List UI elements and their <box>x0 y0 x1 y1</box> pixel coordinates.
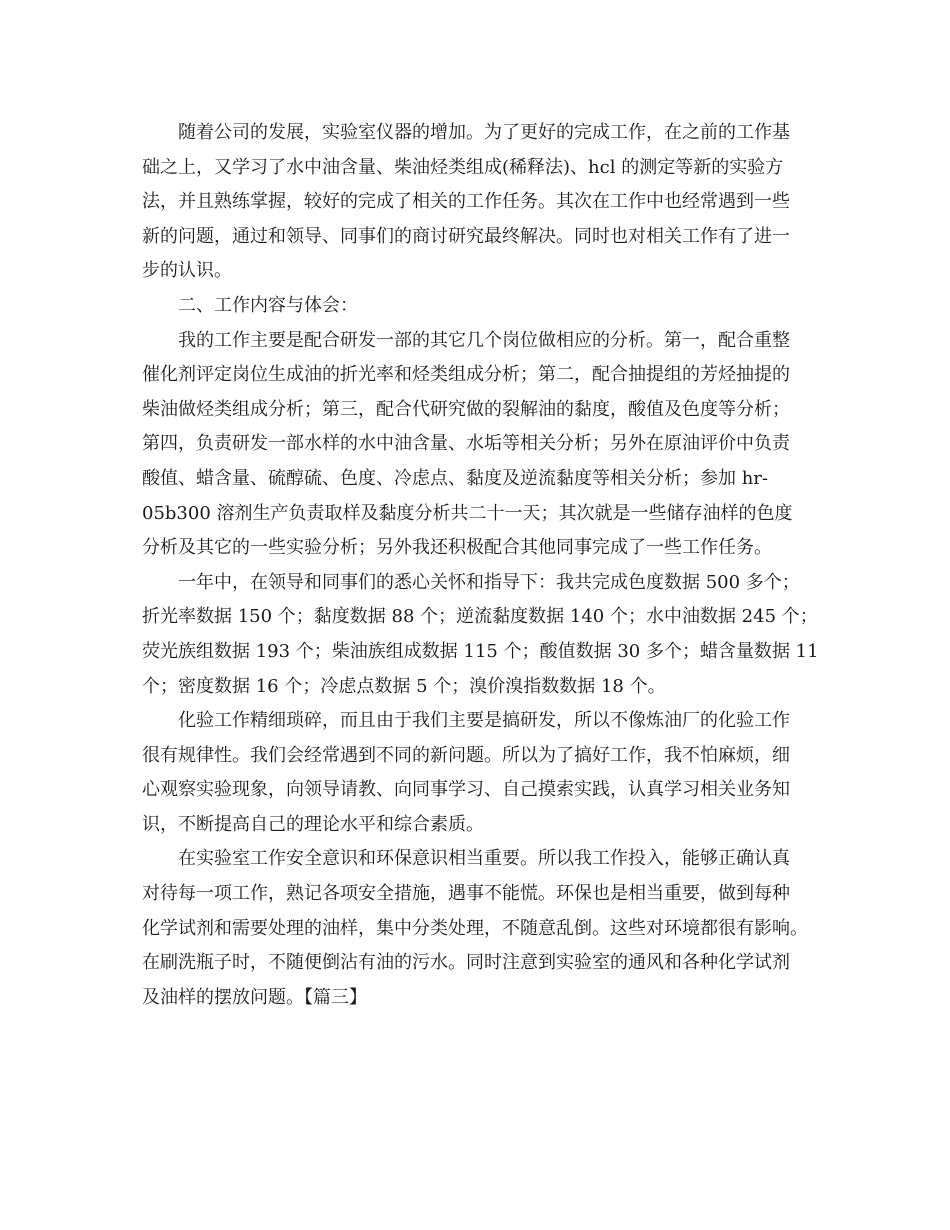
paragraph-line: 识，不断提高自己的理论水平和综合素质。 <box>142 813 484 835</box>
paragraph-line: 新的问题，通过和领导、同事们的商讨研究最终解决。同时也对相关工作有了进一 <box>142 225 790 247</box>
paragraph-line: 催化剂评定岗位生成油的折光率和烃类组成分析；第二，配合抽提组的芳烃抽提的 <box>142 364 790 386</box>
paragraph-line: 步的认识。 <box>142 260 232 282</box>
paragraph-line: 础之上，又学习了水中油含量、柴油烃类组成(稀释法)、hcl 的测定等新的实验方 <box>142 156 784 178</box>
paragraph-line: 第四，负责研发一部水样的水中油含量、水垢等相关分析；另外在原油评价中负责 <box>142 433 790 455</box>
paragraph-line: 在实验室工作安全意识和环保意识相当重要。所以我工作投入，能够正确认真 <box>178 848 790 870</box>
paragraph-line: 及油样的摆放问题。【篇三】 <box>142 986 367 1008</box>
paragraph-line: 很有规律性。我们会经常遇到不同的新问题。所以为了搞好工作，我不怕麻烦，细 <box>142 744 790 766</box>
paragraph-line: 随着公司的发展，实验室仪器的增加。为了更好的完成工作，在之前的工作基 <box>178 122 790 143</box>
paragraph-line: 05b300 溶剂生产负责取样及黏度分析共二十一天；其次就是一些储存油样的色度 <box>142 502 793 524</box>
document-body <box>142 116 832 1015</box>
paragraph-line: 分析及其它的一些实验分析；另外我还积极配合其他同事完成了一些工作任务。 <box>142 537 772 559</box>
paragraph-line: 心观察实验现象，向领导请教、向同事学习、自己摸索实践，认真学习相关业务知 <box>142 779 790 801</box>
paragraph-line: 一年中，在领导和同事们的悉心关怀和指导下：我共完成色度数据 500 多个； <box>178 571 800 593</box>
paragraph-line: 法，并且熟练掌握，较好的完成了相关的工作任务。其次在工作中也经常遇到一些 <box>142 191 790 213</box>
paragraph-line: 在刷洗瓶子时，不随便倒沾有油的污水。同时注意到实验室的通风和各种化学试剂 <box>142 952 790 974</box>
paragraph-line: 柴油做烃类组成分析；第三，配合代研究做的裂解油的黏度，酸值及色度等分析； <box>142 398 790 420</box>
paragraph-line: 个；密度数据 16 个；冷虑点数据 5 个；溴价溴指数数据 18 个。 <box>142 675 666 697</box>
paragraph-line: 我的工作主要是配合研发一部的其它几个岗位做相应的分析。第一，配合重整 <box>178 329 790 351</box>
paragraph-line: 酸值、蜡含量、硫醇硫、色度、冷虑点、黏度及逆流黏度等相关分析；参加 hr- <box>142 467 768 489</box>
paragraph-line: 化验工作精细琐碎，而且由于我们主要是搞研发，所以不像炼油厂的化验工作 <box>178 710 790 732</box>
paragraph-line: 荧光族组数据 193 个；柴油族组成数据 115 个；酸值数据 30 多个；蜡含量数据 11 <box>142 640 819 662</box>
paragraph-line: 折光率数据 150 个；黏度数据 88 个；逆流黏度数据 140 个；水中油数据 245 个； <box>142 606 818 628</box>
paragraph-line: 化学试剂和需要处理的油样，集中分类处理，不随意乱倒。这些对环境都很有影响。 <box>142 917 808 939</box>
section-heading: 二、工作内容与体会： <box>178 294 358 316</box>
paragraph-line: 对待每一项工作，熟记各项安全措施，遇事不能慌。环保也是相当重要，做到每种 <box>142 883 790 905</box>
